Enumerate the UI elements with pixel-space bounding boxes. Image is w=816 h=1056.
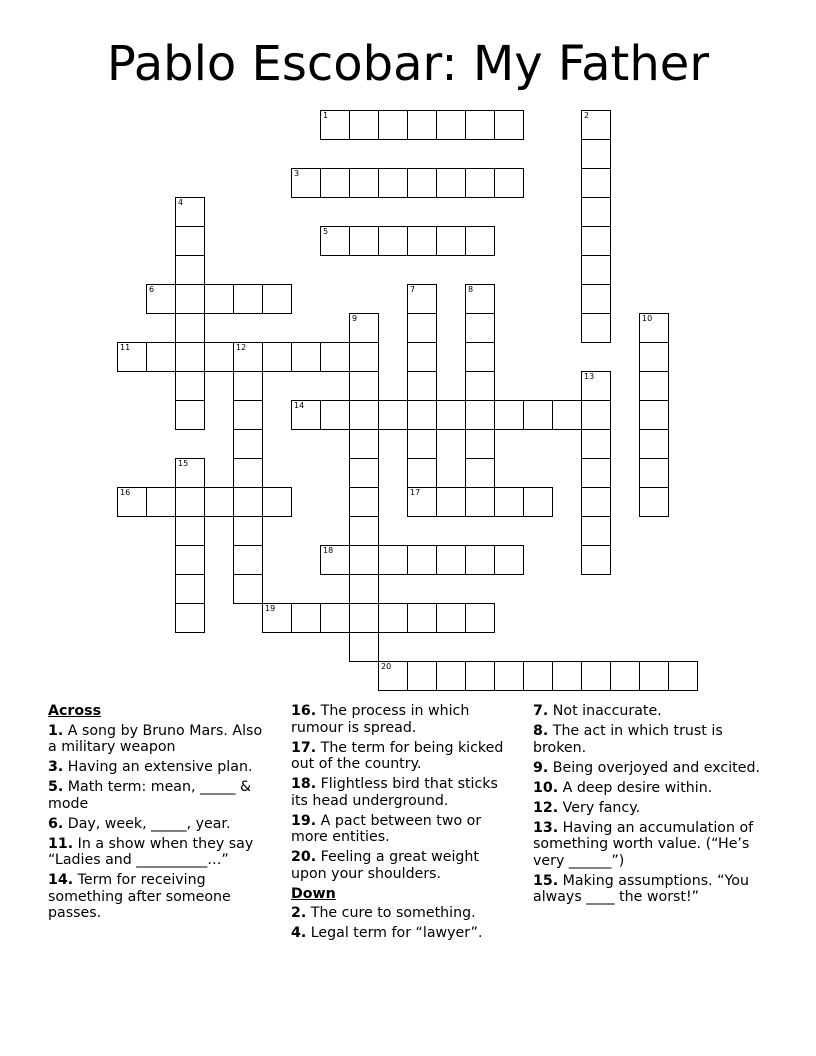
grid-cell[interactable] <box>639 487 669 517</box>
grid-cell[interactable] <box>465 313 495 343</box>
clue-number-label: 17. <box>291 739 317 756</box>
grid-cell[interactable] <box>581 516 611 546</box>
grid-cell[interactable] <box>494 400 524 430</box>
clue-number-label: 1. <box>48 722 64 739</box>
clue-number: 2 <box>584 111 590 120</box>
grid-cell[interactable] <box>639 661 669 691</box>
grid-cell[interactable] <box>494 545 524 575</box>
clue-number: 12 <box>236 343 247 352</box>
across-clue <box>48 872 273 922</box>
clue-number: 17 <box>410 488 421 497</box>
clue-number-label: 7. <box>533 703 549 719</box>
clue-text: The act in which trust is broken. <box>533 723 723 756</box>
grid-cell[interactable] <box>523 400 553 430</box>
clue-number: 3 <box>294 169 300 178</box>
grid-cell[interactable] <box>581 168 611 198</box>
clue-number: 1 <box>323 111 329 120</box>
grid-cell[interactable] <box>262 284 292 314</box>
clue-number-label: 11. <box>48 835 74 852</box>
clue-text: Flightless bird that sticks its head underground. <box>291 776 498 809</box>
grid-cell[interactable] <box>320 400 350 430</box>
across-clue <box>291 776 519 809</box>
clue-text: Not inaccurate. <box>548 703 662 719</box>
across-clue <box>48 836 273 869</box>
grid-cell[interactable] <box>552 400 582 430</box>
grid-cell[interactable] <box>465 661 495 691</box>
clue-text: The term for being kicked out of the country. <box>291 739 504 772</box>
clue-number-label: 15. <box>533 872 559 889</box>
grid-cell[interactable] <box>175 371 205 401</box>
clue-text: A deep desire within. <box>558 779 713 796</box>
grid-cell[interactable] <box>639 400 669 430</box>
grid-cell[interactable] <box>407 545 437 575</box>
grid-cell[interactable] <box>175 574 205 604</box>
clues-column-3 <box>533 703 768 909</box>
grid-cell[interactable] <box>436 487 466 517</box>
grid-cell[interactable] <box>233 342 263 372</box>
grid-cell[interactable] <box>581 197 611 227</box>
grid-cell[interactable] <box>378 226 408 256</box>
grid-cell[interactable] <box>349 574 379 604</box>
grid-cell[interactable] <box>233 284 263 314</box>
down-clue <box>533 873 768 906</box>
grid-cell[interactable] <box>262 342 292 372</box>
across-clue <box>48 723 273 756</box>
grid-cell[interactable] <box>407 313 437 343</box>
clue-number-label: 12. <box>533 799 559 816</box>
grid-cell[interactable] <box>349 168 379 198</box>
puzzle-title: Pablo Escobar: My Father <box>106 36 710 92</box>
grid-cell[interactable] <box>407 110 437 140</box>
grid-cell[interactable] <box>407 342 437 372</box>
clue-text: The process in which rumour is spread. <box>291 703 470 736</box>
down-clue <box>533 780 768 797</box>
grid-cell[interactable] <box>146 284 176 314</box>
grid-cell[interactable] <box>233 371 263 401</box>
clue-text: Having an extensive plan. <box>63 759 253 775</box>
across-clue <box>291 740 519 773</box>
grid-cell[interactable] <box>175 284 205 314</box>
grid-cell[interactable] <box>262 603 292 633</box>
grid-cell[interactable] <box>175 226 205 256</box>
grid-cell[interactable] <box>465 110 495 140</box>
grid-cell[interactable] <box>465 400 495 430</box>
clue-number-label: 2. <box>291 905 307 921</box>
clue-text: A song by Bruno Mars. Also a military weapon <box>48 722 263 755</box>
grid-cell[interactable] <box>494 487 524 517</box>
grid-cell[interactable] <box>175 313 205 343</box>
clues-column-1 <box>48 703 273 925</box>
grid-cell[interactable] <box>436 545 466 575</box>
grid-cell[interactable] <box>175 400 205 430</box>
across-clue <box>291 849 519 882</box>
grid-cell[interactable] <box>349 313 379 343</box>
grid-cell[interactable] <box>436 110 466 140</box>
grid-cell[interactable] <box>436 400 466 430</box>
grid-cell[interactable] <box>320 110 350 140</box>
grid-cell[interactable] <box>436 603 466 633</box>
clue-text: Having an accumulation of something worth value. (“He’s very ______”) <box>533 819 754 869</box>
grid-cell[interactable] <box>204 487 234 517</box>
clue-number: 20 <box>381 662 392 671</box>
grid-cell[interactable] <box>349 400 379 430</box>
clue-number: 18 <box>323 546 334 555</box>
grid-cell[interactable] <box>320 168 350 198</box>
grid-cell[interactable] <box>581 139 611 169</box>
grid-cell[interactable] <box>407 371 437 401</box>
clue-number: 5 <box>323 227 329 236</box>
clue-number: 9 <box>352 314 358 323</box>
grid-cell[interactable] <box>581 255 611 285</box>
across-clue <box>48 759 273 776</box>
clue-number: 4 <box>178 198 184 207</box>
clue-number-label: 4. <box>291 925 307 941</box>
grid-cell[interactable] <box>436 226 466 256</box>
grid-cell[interactable] <box>175 197 205 227</box>
grid-cell[interactable] <box>436 168 466 198</box>
clue-number: 16 <box>120 488 131 497</box>
grid-cell[interactable] <box>378 110 408 140</box>
clue-text: Being overjoyed and excited. <box>548 759 760 776</box>
down-clue <box>533 723 768 756</box>
grid-cell[interactable] <box>349 603 379 633</box>
across-clue <box>291 813 519 846</box>
grid-cell[interactable] <box>204 342 234 372</box>
grid-cell[interactable] <box>349 429 379 459</box>
clue-text: Legal term for “lawyer”. <box>306 925 483 941</box>
grid-cell[interactable] <box>175 603 205 633</box>
grid-cell[interactable] <box>291 168 321 198</box>
clue-number-label: 8. <box>533 723 549 739</box>
grid-cell[interactable] <box>523 487 553 517</box>
clue-text: Math term: mean, _____ & mode <box>48 779 252 812</box>
grid-cell[interactable] <box>349 545 379 575</box>
across-clue <box>291 703 519 736</box>
grid-cell[interactable] <box>146 342 176 372</box>
grid-cell[interactable] <box>233 487 263 517</box>
clue-number: 6 <box>149 285 155 294</box>
clue-number: 11 <box>120 343 131 352</box>
clue-number-label: 19. <box>291 812 317 829</box>
grid-cell[interactable] <box>233 400 263 430</box>
grid-cell[interactable] <box>320 342 350 372</box>
grid-cell[interactable] <box>465 603 495 633</box>
down-heading: Down <box>291 885 336 902</box>
clue-number-label: 14. <box>48 872 74 888</box>
grid-cell[interactable] <box>233 516 263 546</box>
grid-cell[interactable] <box>581 371 611 401</box>
grid-cell[interactable] <box>465 284 495 314</box>
grid-cell[interactable] <box>407 168 437 198</box>
clue-number: 10 <box>642 314 653 323</box>
grid-cell[interactable] <box>639 429 669 459</box>
grid-cell[interactable] <box>320 603 350 633</box>
grid-cell[interactable] <box>581 487 611 517</box>
grid-cell[interactable] <box>407 661 437 691</box>
clue-number-label: 6. <box>48 815 64 832</box>
grid-cell[interactable] <box>378 661 408 691</box>
clue-number-label: 16. <box>291 703 317 719</box>
grid-cell[interactable] <box>465 458 495 488</box>
clue-text: A pact between two or more entities. <box>291 812 482 845</box>
grid-cell[interactable] <box>465 545 495 575</box>
clues-column-2 <box>291 703 519 945</box>
grid-cell[interactable] <box>581 661 611 691</box>
grid-cell[interactable] <box>146 487 176 517</box>
grid-cell[interactable] <box>407 400 437 430</box>
clue-text: Day, week, _____, year. <box>63 815 231 832</box>
grid-cell[interactable] <box>465 342 495 372</box>
grid-cell[interactable] <box>349 110 379 140</box>
grid-cell[interactable] <box>233 545 263 575</box>
grid-cell[interactable] <box>407 226 437 256</box>
grid-cell[interactable] <box>378 545 408 575</box>
grid-cell[interactable] <box>291 342 321 372</box>
grid-cell[interactable] <box>581 545 611 575</box>
grid-cell[interactable] <box>349 226 379 256</box>
clue-number: 7 <box>410 285 416 294</box>
clue-text: Very fancy. <box>558 799 641 816</box>
grid-cell[interactable] <box>175 545 205 575</box>
grid-cell[interactable] <box>349 516 379 546</box>
grid-cell[interactable] <box>494 168 524 198</box>
grid-cell[interactable] <box>581 429 611 459</box>
grid-cell[interactable] <box>175 255 205 285</box>
grid-cell[interactable] <box>639 371 669 401</box>
down-clue <box>533 820 768 870</box>
grid-cell[interactable] <box>262 487 292 517</box>
clue-number: 14 <box>294 401 305 410</box>
grid-cell[interactable] <box>407 487 437 517</box>
grid-cell[interactable] <box>407 603 437 633</box>
grid-cell[interactable] <box>436 661 466 691</box>
clue-number-label: 20. <box>291 849 317 865</box>
grid-cell[interactable] <box>175 487 205 517</box>
grid-cell[interactable] <box>639 342 669 372</box>
grid-cell[interactable] <box>465 429 495 459</box>
grid-cell[interactable] <box>349 487 379 517</box>
grid-cell[interactable] <box>378 603 408 633</box>
grid-cell[interactable] <box>581 313 611 343</box>
clue-text: Term for receiving something after someone passes. <box>48 872 231 921</box>
across-clue <box>48 816 273 833</box>
grid-cell[interactable] <box>320 226 350 256</box>
clue-text: The cure to something. <box>306 905 476 921</box>
grid-cell[interactable] <box>494 661 524 691</box>
grid-cell[interactable] <box>204 284 234 314</box>
grid-cell[interactable] <box>552 661 582 691</box>
down-clue <box>291 905 519 922</box>
grid-cell[interactable] <box>349 371 379 401</box>
clue-number-label: 10. <box>533 779 559 796</box>
grid-cell[interactable] <box>581 226 611 256</box>
grid-cell[interactable] <box>233 458 263 488</box>
grid-cell[interactable] <box>291 400 321 430</box>
grid-cell[interactable] <box>639 458 669 488</box>
grid-cell[interactable] <box>320 545 350 575</box>
clue-number-label: 3. <box>48 759 64 775</box>
grid-cell[interactable] <box>610 661 640 691</box>
clue-text: Feeling a great weight upon your shoulders. <box>291 849 479 882</box>
grid-cell[interactable] <box>233 574 263 604</box>
grid-cell[interactable] <box>581 110 611 140</box>
clue-number: 19 <box>265 604 276 613</box>
grid-cell[interactable] <box>465 168 495 198</box>
grid-cell[interactable] <box>233 429 263 459</box>
down-clue <box>533 760 768 777</box>
grid-cell[interactable] <box>494 110 524 140</box>
grid-cell[interactable] <box>291 603 321 633</box>
grid-cell[interactable] <box>407 429 437 459</box>
grid-cell[interactable] <box>349 342 379 372</box>
clue-number-label: 18. <box>291 776 317 792</box>
grid-cell[interactable] <box>523 661 553 691</box>
grid-cell[interactable] <box>581 400 611 430</box>
down-clue <box>291 925 519 942</box>
grid-cell[interactable] <box>378 168 408 198</box>
grid-cell[interactable] <box>581 284 611 314</box>
grid-cell[interactable] <box>639 313 669 343</box>
across-clue <box>48 779 273 812</box>
clue-number: 15 <box>178 459 189 468</box>
clue-text: Making assumptions. “You always ____ the worst!” <box>533 872 749 905</box>
grid-cell[interactable] <box>465 226 495 256</box>
down-clue <box>533 800 768 817</box>
clue-number-label: 5. <box>48 779 64 795</box>
clue-number: 13 <box>584 372 595 381</box>
grid-cell[interactable] <box>175 342 205 372</box>
grid-cell[interactable] <box>349 632 379 662</box>
grid-cell[interactable] <box>349 458 379 488</box>
grid-cell[interactable] <box>407 458 437 488</box>
across-heading: Across <box>48 703 102 719</box>
clue-number-label: 13. <box>533 819 559 836</box>
clue-number-label: 9. <box>533 759 549 776</box>
grid-cell[interactable] <box>378 400 408 430</box>
grid-cell[interactable] <box>407 284 437 314</box>
clue-text: In a show when they say “Ladies and __________…” <box>48 835 254 868</box>
grid-cell[interactable] <box>581 458 611 488</box>
grid-cell[interactable] <box>668 661 698 691</box>
grid-cell[interactable] <box>175 458 205 488</box>
grid-cell[interactable] <box>175 516 205 546</box>
down-clue <box>533 703 768 720</box>
grid-cell[interactable] <box>465 487 495 517</box>
clue-number: 8 <box>468 285 474 294</box>
grid-cell[interactable] <box>117 487 147 517</box>
grid-cell[interactable] <box>117 342 147 372</box>
grid-cell[interactable] <box>465 371 495 401</box>
